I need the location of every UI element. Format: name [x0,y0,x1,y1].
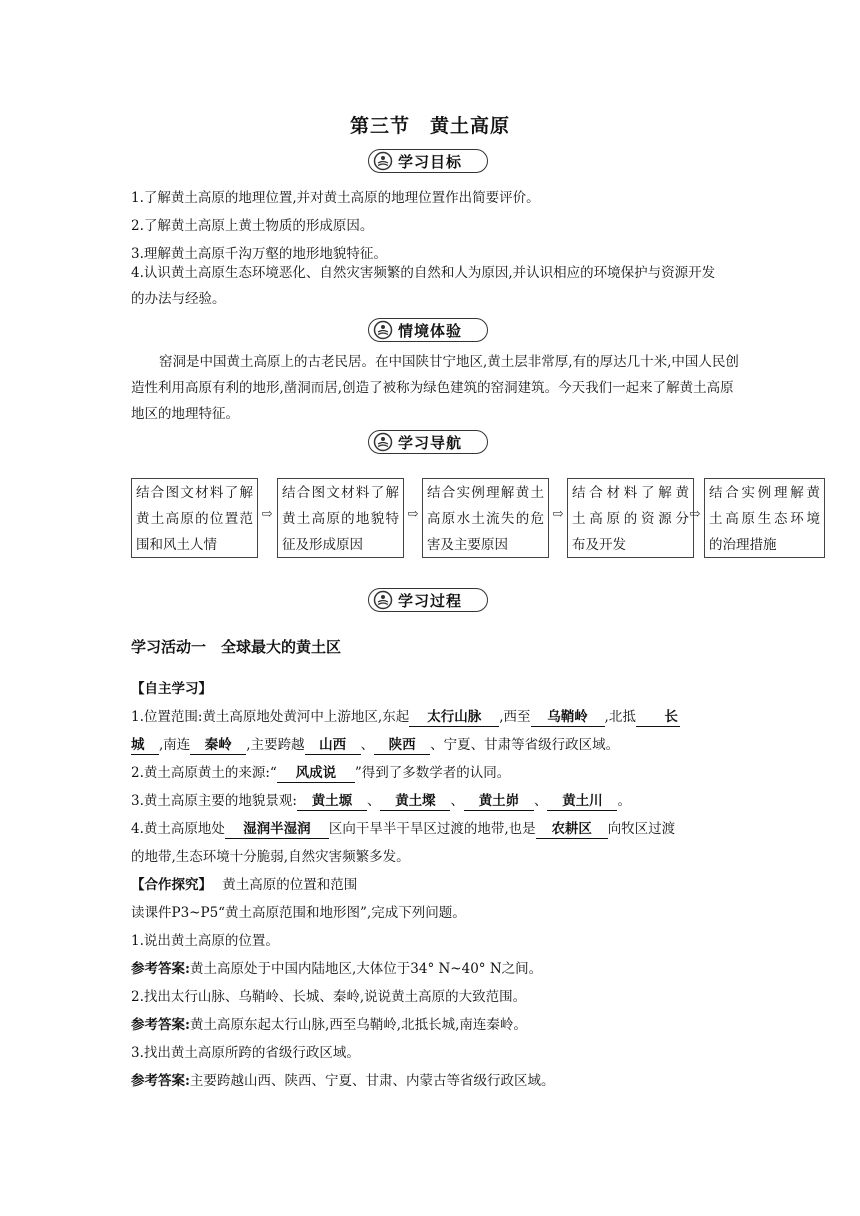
coop-heading-line [131,873,357,893]
objective-item: 3.理解黄土高原千沟万壑的地形地貌特征。 [131,246,387,262]
self-study-heading: 【自主学习】 [131,681,212,697]
situation-text: 窑洞是中国黄土高原上的古老民居。在中国陕甘宁地区,黄土层非常厚,有的厚达几十米,中国人民创造性利用高原有利的地形,凿洞而居,创造了被称为绿色建筑的窑洞建筑。今天我们一起来了解黄土高原地区的地理特征。 [131,354,739,422]
q3-text: 。 [617,793,631,809]
flow-step-line: 布及开发 [572,537,626,553]
q3-text: 、 [366,793,381,809]
flow-step-5 [704,478,825,558]
flow-step-4 [567,478,694,558]
book-icon [372,150,394,172]
q3-text: 、 [533,793,548,809]
book-icon [372,589,394,611]
coop-topic: 黄土高原的位置和范围 [222,877,358,893]
answer-blank: 黄土塬 [297,793,367,811]
flow-step-2 [277,478,404,558]
self-study-q4-cont: 的地带,生态环境十分脆弱,自然灾害频繁多发。 [131,849,410,865]
answer-blank: 黄土峁 [464,793,534,811]
book-icon [372,431,394,453]
section-banner-situation [368,318,488,342]
coop-answer [131,1013,527,1033]
q3-text: 、 [450,793,464,809]
q1-text: ,北抵 [604,709,636,725]
coop-heading: 【合作探究】 [131,877,212,893]
q2-text: ”得到了多数学者的认同。 [354,765,511,781]
answer-label: 参考答案: [131,1017,190,1033]
section-banner-label: 学习目标 [398,152,463,171]
answer-blank: 秦岭 [190,737,246,755]
section-banner-label: 学习过程 [398,591,463,610]
self-study-q1-cont [131,733,619,755]
coop-answer [131,957,542,977]
answer-blank: 黄土墚 [380,793,450,811]
flow-step-1 [131,478,258,558]
self-study-q3 [131,789,631,811]
answer-label: 参考答案: [131,1073,190,1089]
self-study-q4 [131,817,675,839]
q1-text: ,南连 [159,737,191,753]
q1-text: ,西至 [499,709,531,725]
flow-step-line: 黄土高原的地貌特 [282,511,399,527]
coop-intro: 读课件P3~P5“黄土高原范围和地形图”,完成下列问题。 [131,905,466,921]
q1-text: 、宁夏、甘肃等省级行政区域。 [430,737,620,753]
flow-step-line: 土高原生态环境 [709,511,820,527]
flow-step-3 [422,478,549,558]
flow-arrow-icon: ⇨ [552,507,564,522]
answer-blank: 湿润半湿润 [225,821,329,839]
q4-text: 区向干旱半干旱区过渡的地带,也是 [328,821,536,837]
q1-text: ,主要跨越 [246,737,305,753]
answer-blank: 山西 [305,737,361,755]
coop-question: 2.找出太行山脉、乌鞘岭、长城、秦岭,说说黄土高原的大致范围。 [131,989,527,1005]
flow-arrow-icon: ⇨ [261,507,273,522]
flow-step-line: 黄土高原的位置范 [136,511,253,527]
answer-text: 主要跨越山西、陕西、宁夏、甘肃、内蒙古等省级行政区域。 [189,1073,555,1089]
objective-item: 4.认识黄土高原生态环境恶化、自然灾害频繁的自然和人为原因,并认识相应的环境保护与资源开发的办法与经验。 [131,265,716,307]
answer-blank: 长 [636,709,680,727]
flow-step-line: 的治理措施 [709,537,777,553]
flow-step-line: 征及形成原因 [282,537,363,553]
answer-blank: 风成说 [277,765,355,783]
answer-label: 参考答案: [131,961,190,977]
flow-step-line: 结合实例理解黄 [709,485,820,501]
section-banner-navigation [368,430,488,454]
book-icon [372,319,394,341]
learning-navigation-flow [131,478,825,558]
self-study-q2 [131,761,510,783]
coop-answer [131,1069,554,1089]
answer-blank: 陕西 [374,737,430,755]
section-banner-process [368,588,488,612]
q1-text: 、 [360,737,375,753]
objective-item: 2.了解黄土高原上黄土物质的形成原因。 [131,218,374,234]
q2-text: 2.黄土高原黄土的来源:“ [131,765,277,781]
flow-arrow-icon: ⇨ [407,507,419,522]
section-banner-objectives [368,149,488,173]
flow-step-line: 结合图文材料了解 [282,485,399,501]
coop-question: 1.说出黄土高原的位置。 [131,933,279,949]
coop-question: 3.找出黄土高原所跨的省级行政区域。 [131,1045,360,1061]
flow-step-line: 结合图文材料了解 [136,485,253,501]
section-banner-label: 情境体验 [398,321,463,340]
answer-blank: 城 [131,737,159,755]
answer-blank: 黄土川 [547,793,617,811]
q3-text: 3.黄土高原主要的地貌景观: [131,793,297,809]
flow-step-line: 围和风土人情 [136,537,217,553]
self-study-q1 [131,705,680,727]
activity-title: 学习活动一 全球最大的黄土区 [131,638,342,656]
q1-text: 1.位置范围:黄土高原地处黄河中上游地区,东起 [131,709,410,725]
page-title: 第三节 黄土高原 [349,115,510,137]
q4-text: 4.黄土高原地处 [131,821,225,837]
flow-step-line: 害及主要原因 [427,537,508,553]
answer-blank: 乌鞘岭 [531,709,605,727]
answer-blank: 农耕区 [536,821,608,839]
q4-text: 向牧区过渡 [607,821,676,837]
answer-blank: 太行山脉 [409,709,499,727]
flow-step-line: 高原水土流失的危 [427,511,544,527]
section-banner-label: 学习导航 [398,433,463,452]
answer-text: 黄土高原处于中国内陆地区,大体位于34° N~40° N之间。 [189,961,543,977]
flow-step-line: 结合实例理解黄土 [427,485,544,501]
flow-step-line: 结合材料了解黄 [572,485,689,501]
flow-step-line: 土高原的资源分 [572,511,689,527]
objective-item: 1.了解黄土高原的地理位置,并对黄土高原的地理位置作出简要评价。 [131,190,540,206]
answer-text: 黄土高原东起太行山脉,西至乌鞘岭,北抵长城,南连秦岭。 [189,1017,527,1033]
flow-arrow-icon: ⇨ [689,507,701,522]
